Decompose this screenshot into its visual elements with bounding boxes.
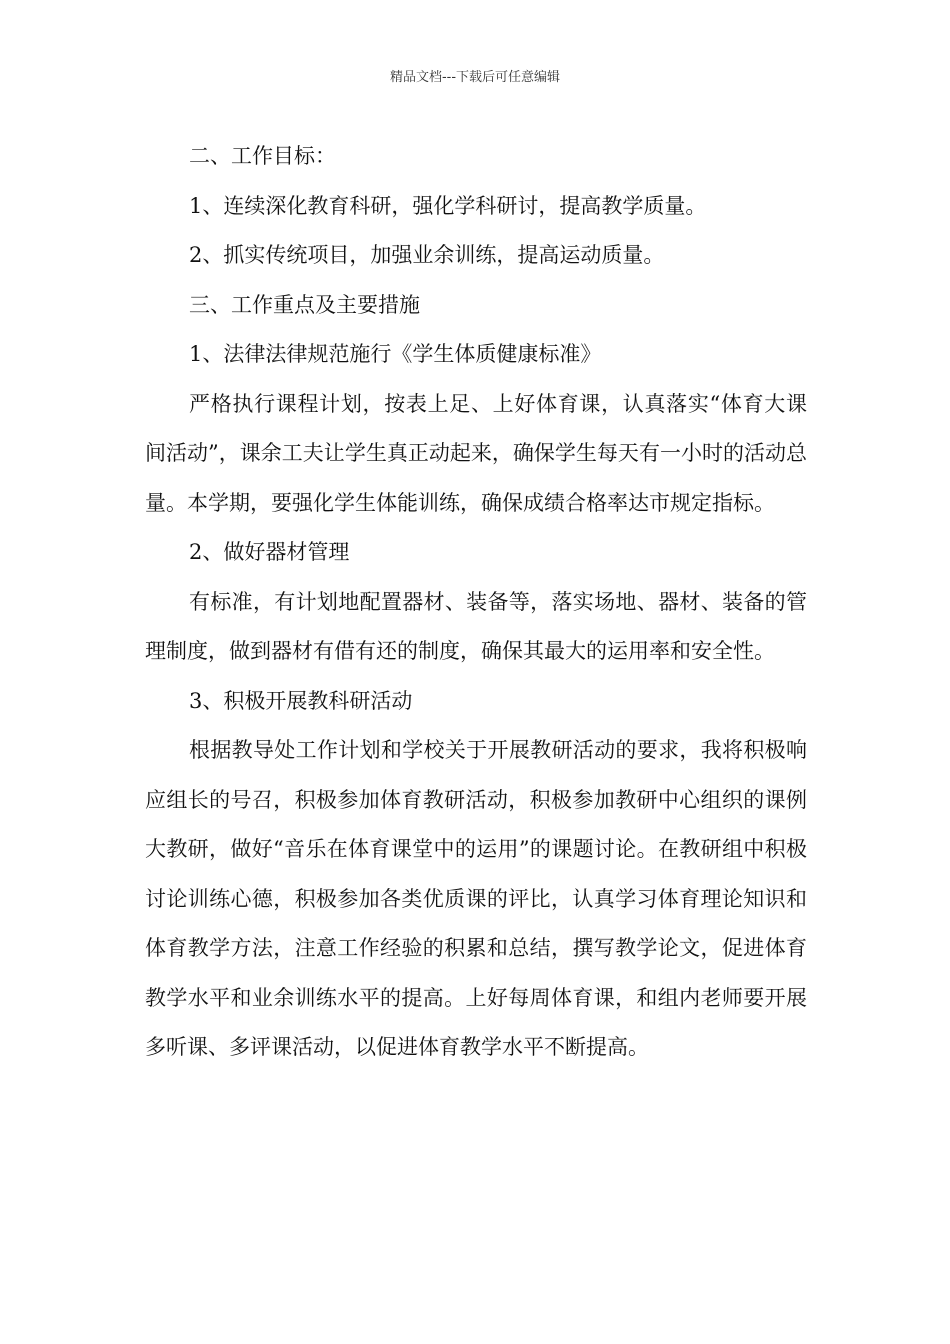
section-heading-measures: 三、工作重点及主要措施 bbox=[189, 292, 420, 317]
measure-heading-1: 1、法律法律规范施行《学生体质健康标准》 bbox=[189, 342, 602, 366]
section-heading-goals: 二、工作目标： bbox=[189, 144, 336, 168]
measure-heading-2: 2、做好器材管理 bbox=[189, 540, 350, 564]
measure-paragraph-2: 有标准，有计划地配置器材、装备等，落实场地、器材、装备的管理制度，做到器材有借有还的制度，确保其最大的运用率和安全性。 bbox=[145, 589, 807, 663]
measure-paragraph-3: 根据教导处工作计划和学校关于开展教研活动的要求，我将积极响应组长的号召，积极参加体育教研活动，积极参加教研中心组织的课例大教研，做好“音乐在体育课堂中的运用”的课题讨论。在教研组中积极讨论训练心德，积极参加各类优质课的评比，认真学习体育理论知识和体育教学方法，注意工作经验的积累和总结，撰写教学论文，促进体育教学水平和业余训练水平的提高。上好每周体育课，和组内老师要开展多听课、多评课活动，以促进体育教学水平不断提高。 bbox=[145, 738, 807, 1059]
page-header: 精品文档---下载后可任意编辑 bbox=[389, 70, 561, 85]
goal-item-2: 2、抓实传统项目，加强业余训练，提高运动质量。 bbox=[189, 243, 665, 267]
measure-heading-3: 3、积极开展教科研活动 bbox=[189, 688, 413, 713]
measure-paragraph-1: 严格执行课程计划，按表上足、上好体育课，认真落实“体育大课间活动”，课余工夫让学生真正动起来，确保学生每天有一小时的活动总量。本学期，要强化学生体能训练，确保成绩合格率达市规定指标。 bbox=[145, 391, 807, 515]
document-body bbox=[145, 132, 807, 1073]
goal-item-1: 1、连续深化教育科研，强化学科研讨，提高教学质量。 bbox=[189, 193, 707, 218]
